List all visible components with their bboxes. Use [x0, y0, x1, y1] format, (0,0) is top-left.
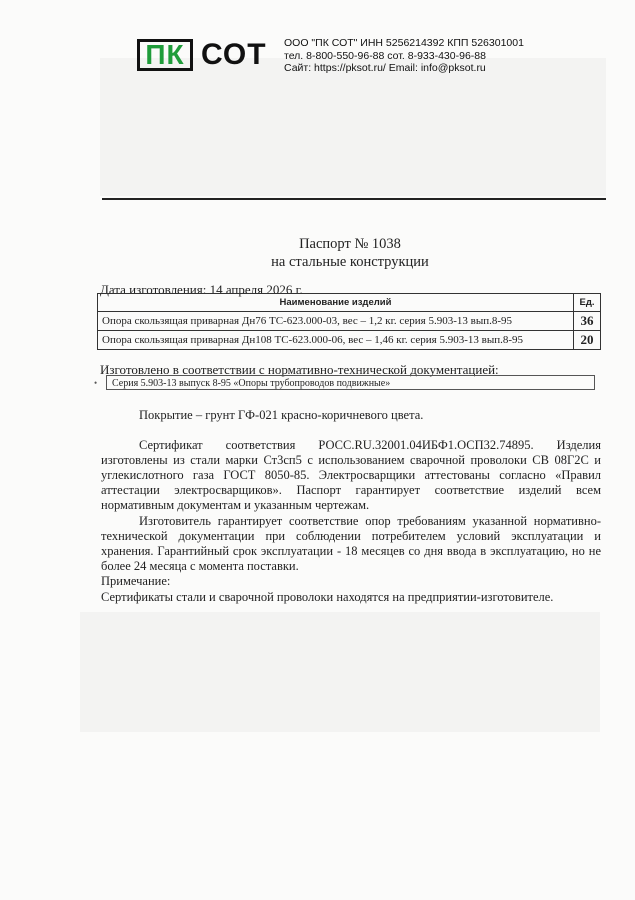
item-quantity: 36 — [574, 312, 601, 331]
coating-paragraph — [101, 408, 601, 423]
manufacture-date: Дата изготовления: 14 апреля 2026 г. — [100, 282, 303, 297]
note-paragraph — [101, 574, 601, 605]
standard-series: Серия 5.903-13 выпуск 8-95 «Опоры трубопроводов подвижные» — [106, 375, 595, 390]
note-label: Примечание: — [101, 574, 171, 588]
certificate-paragraph — [101, 438, 601, 513]
table-row — [98, 331, 601, 350]
scan-shade-bottom — [80, 612, 600, 732]
item-quantity: 20 — [574, 331, 601, 350]
company-registration: ООО "ПК СОТ" ИНН 5256214392 КПП 526301001 — [284, 37, 524, 49]
header-divider — [102, 198, 606, 200]
items-table-header — [98, 294, 601, 312]
certificate-text: Сертификат соответствия РОСС.RU.32001.04ИБФ1.ОСП32.74895. Изделия изготовлены из стали марки Ст3сп5 с использованием сварочной проволоки СВ 08Г2С и углекислотного газа ГОСТ 8050-85. Электросварщики аттестованы согласно «Правил аттестации электросварщиков». Паспорт гарантирует соответствие изделий всем нормативным документам и указанным чертежам. — [101, 438, 601, 512]
header-unit: Ед. — [574, 294, 601, 312]
table-row — [98, 312, 601, 331]
company-phones: тел. 8-800-550-96-88 сот. 8-933-430-96-88 — [284, 49, 486, 62]
items-table — [97, 293, 601, 350]
header-item-name: Наименование изделий — [98, 294, 574, 312]
document-title: Паспорт № 1038 — [299, 236, 401, 252]
logo-word: СОТ — [201, 38, 267, 71]
note-text: Сертификаты стали и сварочной проволоки находятся на предприятии-изготовителе. — [101, 590, 554, 604]
bullet-icon: • — [94, 378, 98, 388]
document-subtitle: на стальные конструкции — [271, 254, 429, 270]
warranty-paragraph — [101, 514, 601, 574]
item-name: Опора скользящая приварная Дн108 ТС-623.000-06, вес – 1,46 кг. серия 5.903-13 вып.8-95 — [98, 331, 574, 350]
warranty-text: Изготовитель гарантирует соответствие опор требованиям указанной нормативно-технической документации при соблюдении потребителем условий эксплуатации и хранения. Гарантийный срок эксплуатации - 18 месяцев со дня ввода в эксплуатацию, но не более 24 месяца с момента поставки. — [101, 514, 601, 573]
company-logo — [137, 36, 267, 74]
item-name: Опора скользящая приварная Дн76 ТС-623.000-03, вес – 1,2 кг. серия 5.903-13 вып.8-95 — [98, 312, 574, 331]
company-details — [284, 37, 524, 75]
logo-mark: ПК — [137, 39, 193, 71]
company-contacts: Сайт: https://pksot.ru/ Email: info@pksot.ru — [284, 62, 486, 74]
coating-text: Покрытие – грунт ГФ-021 красно-коричневого цвета. — [139, 408, 424, 422]
standards-label: Изготовлено в соответствии с нормативно-технической документацией: — [100, 362, 499, 377]
scan-shade-top — [100, 58, 606, 196]
